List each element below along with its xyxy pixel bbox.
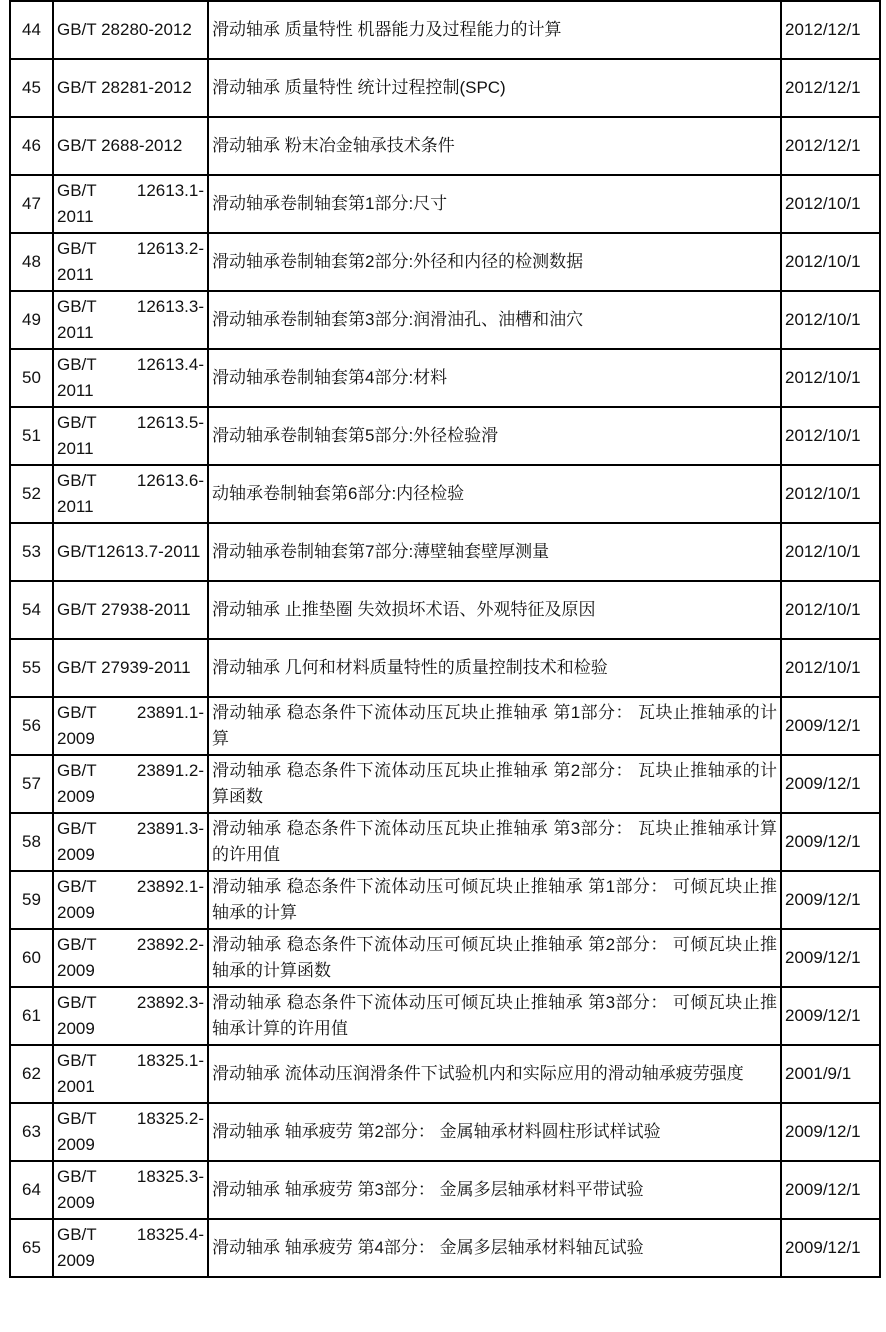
row-number: 53	[10, 523, 53, 581]
standard-title: 滑动轴承 稳态条件下流体动压瓦块止推轴承 第2部分： 瓦块止推轴承的计算函数	[208, 755, 781, 813]
table-row	[10, 465, 880, 523]
standard-code: GB/T 23892.1-2009	[53, 871, 208, 929]
standard-code: GB/T 23891.2-2009	[53, 755, 208, 813]
table-row	[10, 291, 880, 349]
table-row	[10, 233, 880, 291]
standard-title: 滑动轴承 质量特性 统计过程控制(SPC)	[208, 59, 781, 117]
standards-table-body	[10, 1, 880, 1277]
table-row	[10, 407, 880, 465]
standard-code: GB/T12613.7-2011	[53, 523, 208, 581]
row-number: 49	[10, 291, 53, 349]
standard-title: 滑动轴承 稳态条件下流体动压瓦块止推轴承 第1部分： 瓦块止推轴承的计算	[208, 697, 781, 755]
effective-date: 2012/10/1	[781, 349, 880, 407]
standard-code: GB/T 23892.2-2009	[53, 929, 208, 987]
effective-date: 2012/10/1	[781, 233, 880, 291]
standard-code: GB/T 12613.1-2011	[53, 175, 208, 233]
table-row	[10, 581, 880, 639]
standard-title: 滑动轴承 轴承疲劳 第2部分： 金属轴承材料圆柱形试样试验	[208, 1103, 781, 1161]
table-row	[10, 1103, 880, 1161]
standard-code: GB/T 12613.5-2011	[53, 407, 208, 465]
row-number: 54	[10, 581, 53, 639]
standard-title: 滑动轴承卷制轴套第5部分:外径检验滑	[208, 407, 781, 465]
row-number: 65	[10, 1219, 53, 1277]
standard-title: 滑动轴承 质量特性 机器能力及过程能力的计算	[208, 1, 781, 59]
standard-title: 滑动轴承 稳态条件下流体动压瓦块止推轴承 第3部分： 瓦块止推轴承计算的许用值	[208, 813, 781, 871]
standard-title: 滑动轴承 稳态条件下流体动压可倾瓦块止推轴承 第1部分： 可倾瓦块止推轴承的计算	[208, 871, 781, 929]
standard-code: GB/T 12613.4-2011	[53, 349, 208, 407]
table-row	[10, 59, 880, 117]
standard-title: 滑动轴承 轴承疲劳 第4部分： 金属多层轴承材料轴瓦试验	[208, 1219, 781, 1277]
standard-code: GB/T 18325.1-2001	[53, 1045, 208, 1103]
row-number: 62	[10, 1045, 53, 1103]
standard-code: GB/T 18325.2-2009	[53, 1103, 208, 1161]
table-row	[10, 523, 880, 581]
standard-title: 滑动轴承 流体动压润滑条件下试验机内和实际应用的滑动轴承疲劳强度	[208, 1045, 781, 1103]
standard-code: GB/T 27938-2011	[53, 581, 208, 639]
row-number: 51	[10, 407, 53, 465]
standard-title: 滑动轴承 止推垫圈 失效损坏术语、外观特征及原因	[208, 581, 781, 639]
row-number: 55	[10, 639, 53, 697]
effective-date: 2009/12/1	[781, 929, 880, 987]
standard-title: 滑动轴承卷制轴套第2部分:外径和内径的检测数据	[208, 233, 781, 291]
effective-date: 2009/12/1	[781, 755, 880, 813]
standard-title: 滑动轴承 稳态条件下流体动压可倾瓦块止推轴承 第2部分： 可倾瓦块止推轴承的计算函数	[208, 929, 781, 987]
table-row	[10, 1045, 880, 1103]
standard-title: 动轴承卷制轴套第6部分:内径检验	[208, 465, 781, 523]
standards-table	[9, 0, 881, 1278]
standard-code: GB/T 18325.4-2009	[53, 1219, 208, 1277]
standard-code: GB/T 2688-2012	[53, 117, 208, 175]
effective-date: 2012/10/1	[781, 465, 880, 523]
effective-date: 2009/12/1	[781, 987, 880, 1045]
effective-date: 2012/10/1	[781, 523, 880, 581]
standard-title: 滑动轴承卷制轴套第1部分:尺寸	[208, 175, 781, 233]
standard-title: 滑动轴承卷制轴套第7部分:薄壁轴套壁厚测量	[208, 523, 781, 581]
row-number: 60	[10, 929, 53, 987]
effective-date: 2009/12/1	[781, 813, 880, 871]
table-row	[10, 871, 880, 929]
row-number: 44	[10, 1, 53, 59]
table-row	[10, 755, 880, 813]
standard-code: GB/T 12613.3-2011	[53, 291, 208, 349]
row-number: 63	[10, 1103, 53, 1161]
effective-date: 2012/12/1	[781, 1, 880, 59]
standard-code: GB/T 27939-2011	[53, 639, 208, 697]
effective-date: 2012/12/1	[781, 117, 880, 175]
row-number: 50	[10, 349, 53, 407]
table-row	[10, 987, 880, 1045]
effective-date: 2009/12/1	[781, 697, 880, 755]
standard-title: 滑动轴承卷制轴套第4部分:材料	[208, 349, 781, 407]
table-row	[10, 1219, 880, 1277]
standard-code: GB/T 28280-2012	[53, 1, 208, 59]
standard-title: 滑动轴承 轴承疲劳 第3部分： 金属多层轴承材料平带试验	[208, 1161, 781, 1219]
effective-date: 2009/12/1	[781, 1219, 880, 1277]
standard-code: GB/T 23891.3-2009	[53, 813, 208, 871]
standard-title: 滑动轴承 几何和材料质量特性的质量控制技术和检验	[208, 639, 781, 697]
table-row	[10, 639, 880, 697]
row-number: 52	[10, 465, 53, 523]
effective-date: 2012/10/1	[781, 291, 880, 349]
row-number: 56	[10, 697, 53, 755]
standard-code: GB/T 28281-2012	[53, 59, 208, 117]
table-row	[10, 349, 880, 407]
standard-code: GB/T 23891.1-2009	[53, 697, 208, 755]
table-row	[10, 813, 880, 871]
effective-date: 2009/12/1	[781, 1161, 880, 1219]
table-row	[10, 117, 880, 175]
standard-title: 滑动轴承卷制轴套第3部分:润滑油孔、油槽和油穴	[208, 291, 781, 349]
effective-date: 2012/10/1	[781, 175, 880, 233]
standard-code: GB/T 18325.3-2009	[53, 1161, 208, 1219]
standard-title: 滑动轴承 粉末冶金轴承技术条件	[208, 117, 781, 175]
row-number: 64	[10, 1161, 53, 1219]
table-row	[10, 929, 880, 987]
row-number: 45	[10, 59, 53, 117]
standard-code: GB/T 12613.2-2011	[53, 233, 208, 291]
row-number: 57	[10, 755, 53, 813]
table-row	[10, 1161, 880, 1219]
standard-code: GB/T 23892.3-2009	[53, 987, 208, 1045]
effective-date: 2009/12/1	[781, 1103, 880, 1161]
effective-date: 2012/10/1	[781, 407, 880, 465]
effective-date: 2001/9/1	[781, 1045, 880, 1103]
row-number: 48	[10, 233, 53, 291]
row-number: 59	[10, 871, 53, 929]
row-number: 46	[10, 117, 53, 175]
standard-code: GB/T 12613.6-2011	[53, 465, 208, 523]
effective-date: 2012/12/1	[781, 59, 880, 117]
table-row	[10, 175, 880, 233]
effective-date: 2012/10/1	[781, 581, 880, 639]
row-number: 61	[10, 987, 53, 1045]
effective-date: 2012/10/1	[781, 639, 880, 697]
table-row	[10, 697, 880, 755]
effective-date: 2009/12/1	[781, 871, 880, 929]
row-number: 47	[10, 175, 53, 233]
table-row	[10, 1, 880, 59]
standard-title: 滑动轴承 稳态条件下流体动压可倾瓦块止推轴承 第3部分： 可倾瓦块止推轴承计算的许用值	[208, 987, 781, 1045]
row-number: 58	[10, 813, 53, 871]
